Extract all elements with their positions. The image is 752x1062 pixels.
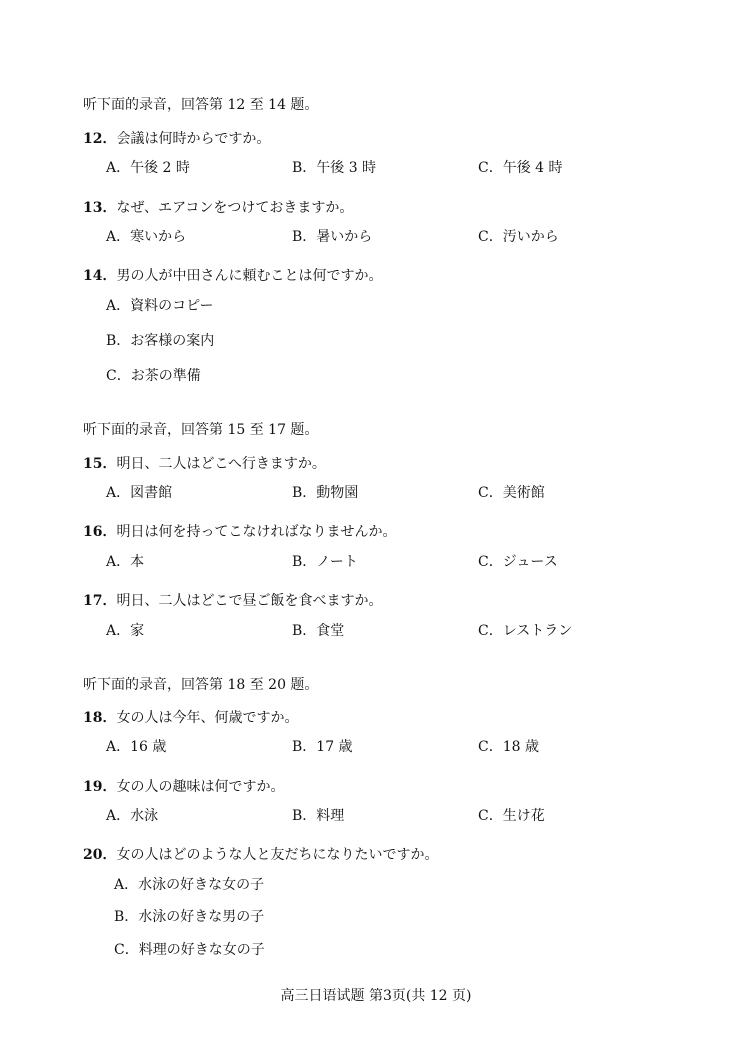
option-b: B．動物園 [292, 485, 359, 501]
question-number: 20． [83, 847, 117, 863]
section-instruction: 听下面的录音，回答第 18 至 20 题。 [83, 677, 319, 693]
question-text: 女の人は今年、何歳ですか。 [116, 710, 299, 726]
option-c: C．美術館 [478, 485, 545, 501]
option-c: C．レストラン [478, 623, 573, 639]
question-text: 明日、二人はどこで昼ご飯を食べますか。 [116, 593, 383, 609]
question-number: 12． [83, 131, 117, 147]
option-a: A．水泳 [106, 808, 159, 824]
question-number: 17． [83, 593, 117, 609]
question-number: 15． [83, 456, 117, 472]
option-a: A．16 歳 [106, 739, 167, 755]
option-b: B．午後 3 時 [292, 160, 377, 176]
option-c: C．料理の好きな女の子 [114, 942, 265, 958]
option-c: C．お茶の準備 [106, 368, 201, 384]
question-number: 14． [83, 268, 117, 284]
option-c: C．ジュース [478, 554, 558, 570]
question-text: 女の人はどのような人と友だちになりたいですか。 [116, 847, 439, 863]
page-footer: 高三日语试题 第3页(共 12 页) [280, 988, 472, 1004]
question [83, 846, 438, 864]
question-text: 男の人が中田さんに頼むことは何ですか。 [116, 268, 383, 284]
option-b: B．食堂 [292, 623, 345, 639]
option-c: C．汚いから [478, 229, 559, 245]
question-text: なぜ、エアコンをつけておきますか。 [116, 200, 354, 216]
question-number: 13． [83, 200, 117, 216]
option-a: A．午後 2 時 [106, 160, 190, 176]
section-instruction: 听下面的录音，回答第 12 至 14 题。 [83, 97, 319, 113]
question [83, 199, 353, 217]
option-c: C．生け花 [478, 808, 545, 824]
option-a: A．資料のコピー [106, 298, 214, 314]
question [83, 778, 284, 796]
option-b: B．水泳の好きな男の子 [114, 909, 265, 925]
option-a: A．家 [106, 623, 145, 639]
question-text: 明日は何を持ってこなければなりませんか。 [116, 524, 397, 540]
option-a: A．水泳の好きな女の子 [114, 877, 265, 893]
question-text: 明日、二人はどこへ行きますか。 [116, 456, 326, 472]
option-c: C．午後 4 時 [478, 160, 563, 176]
question-number: 18． [83, 710, 117, 726]
option-b: B．暑いから [292, 229, 373, 245]
question-text: 会議は何時からですか。 [116, 131, 271, 147]
question [83, 130, 270, 148]
option-b: B．料理 [292, 808, 345, 824]
question [83, 709, 298, 727]
question-number: 16． [83, 524, 117, 540]
option-a: A．寒いから [106, 229, 187, 245]
option-a: A．図書館 [106, 485, 173, 501]
option-c: C．18 歳 [478, 739, 539, 755]
question [83, 592, 382, 610]
question [83, 455, 326, 473]
option-b: B．お客様の案内 [106, 333, 215, 349]
question [83, 523, 396, 541]
question [83, 267, 382, 285]
question-number: 19． [83, 779, 117, 795]
section-instruction: 听下面的录音，回答第 15 至 17 题。 [83, 422, 319, 438]
question-text: 女の人の趣味は何ですか。 [116, 779, 285, 795]
option-a: A．本 [106, 554, 145, 570]
option-b: B．ノート [292, 554, 358, 570]
option-b: B．17 歳 [292, 739, 353, 755]
